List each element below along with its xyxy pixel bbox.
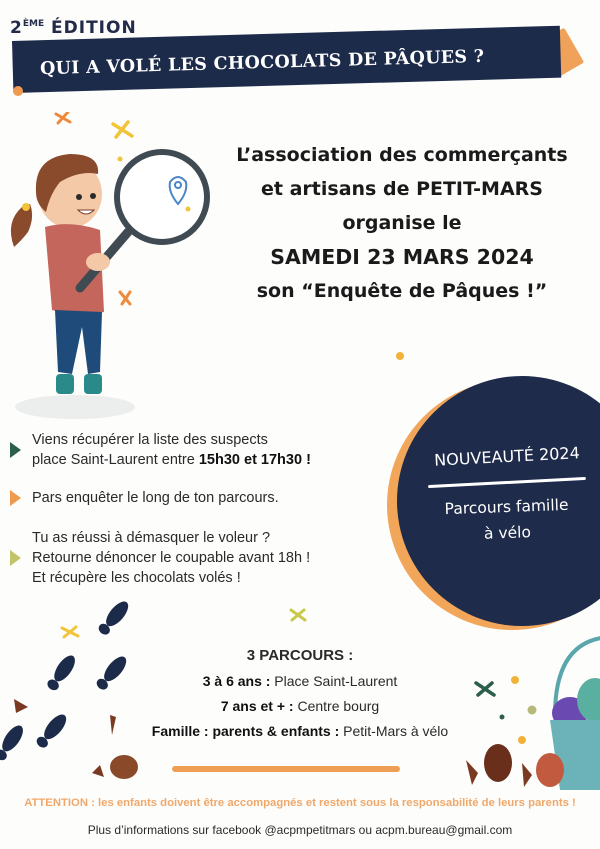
intro-line-2: et artisans de PETIT-MARS xyxy=(261,178,543,200)
triangle-bullet-icon xyxy=(10,490,21,506)
cross-icon xyxy=(288,606,308,624)
cross-icon xyxy=(120,292,130,304)
cross-icon xyxy=(62,627,78,637)
cross-icon xyxy=(476,683,494,695)
footprint-icon xyxy=(45,652,79,693)
intro-line-1: L’association des commerçants xyxy=(236,144,568,166)
parcours-item xyxy=(140,694,460,719)
footprints-illustration xyxy=(0,595,160,785)
parcours-item xyxy=(140,719,460,744)
chocolate-egg-icon xyxy=(484,744,512,782)
step-text: Et récupère les chocolats volés ! xyxy=(32,570,241,586)
badge-subtitle-line-1: Parcours famille xyxy=(444,495,569,519)
footprint-icon xyxy=(94,653,130,693)
triangle-bullet-icon xyxy=(10,550,21,566)
edition-number: 2 xyxy=(10,18,23,38)
step-text: Retourne dénoncer le coupable avant 18h ! xyxy=(32,550,311,566)
dot-decoration xyxy=(13,86,23,96)
triangle-bullet-icon xyxy=(10,442,21,458)
dot-decoration xyxy=(396,352,404,360)
step-item xyxy=(10,430,380,470)
edition-label xyxy=(10,18,137,38)
step-text-part: place Saint-Laurent entre xyxy=(32,452,199,468)
parcours-value: Place Saint-Laurent xyxy=(270,673,398,689)
parcours-label: Famille : parents & enfants : xyxy=(151,723,340,739)
badge-subtitle xyxy=(411,491,600,550)
step-text: Pars enquêter le long de ton parcours. xyxy=(32,490,279,506)
parcours-value: Centre bourg xyxy=(293,698,380,714)
intro-text xyxy=(222,138,582,308)
contact-info: Plus d’informations sur facebook @acpmpetitmars ou acpm.bureau@gmail.com xyxy=(87,823,513,837)
intro-line-3: organise le xyxy=(342,212,462,234)
step-item xyxy=(10,528,380,588)
detective-girl-illustration xyxy=(0,112,220,432)
parcours-label: 3 à 6 ans : xyxy=(202,673,271,689)
parcours-label: 7 ans et + : xyxy=(220,698,294,714)
patterned-egg-icon xyxy=(536,753,564,787)
badge-subtitle-line-2: à vélo xyxy=(483,523,532,543)
edition-suffix: ÈME xyxy=(22,19,45,29)
footprint-icon xyxy=(96,598,132,638)
cross-icon xyxy=(56,112,70,123)
event-date: SAMEDI 23 MARS 2024 xyxy=(270,245,534,269)
intro-line-5: son “Enquête de Pâques !” xyxy=(256,280,548,302)
divider-bar xyxy=(172,766,400,772)
parcours-item xyxy=(140,669,460,694)
chocolate-shard-icon xyxy=(14,699,28,713)
footprint-icon xyxy=(34,711,70,751)
footprint-icon xyxy=(0,722,27,763)
parcours-value: Petit-Mars à vélo xyxy=(339,723,449,739)
attention-notice: ATTENTION : les enfants doivent être accompagnés et restent sous la responsabilité de leurs parents ! xyxy=(24,797,576,809)
parcours-section xyxy=(140,643,460,744)
badge-title: NOUVEAUTÉ 2024 xyxy=(433,443,581,470)
step-item xyxy=(10,488,380,508)
edition-word: ÉDITION xyxy=(51,18,137,38)
parcours-title: 3 PARCOURS : xyxy=(246,647,354,664)
step-time: 15h30 et 17h30 ! xyxy=(198,452,311,468)
step-text: Tu as réussi à démasquer le voleur ? xyxy=(32,530,271,546)
step-text: Viens récupérer la liste des suspects xyxy=(32,432,268,448)
chocolate-egg-icon xyxy=(110,755,138,779)
easter-basket-illustration xyxy=(440,625,600,790)
step-text xyxy=(32,450,380,470)
cross-icon xyxy=(113,122,132,137)
banner-title: QUI A VOLÉ LES CHOCOLATS DE PÂQUES ? xyxy=(39,46,485,80)
steps-list xyxy=(10,430,380,604)
